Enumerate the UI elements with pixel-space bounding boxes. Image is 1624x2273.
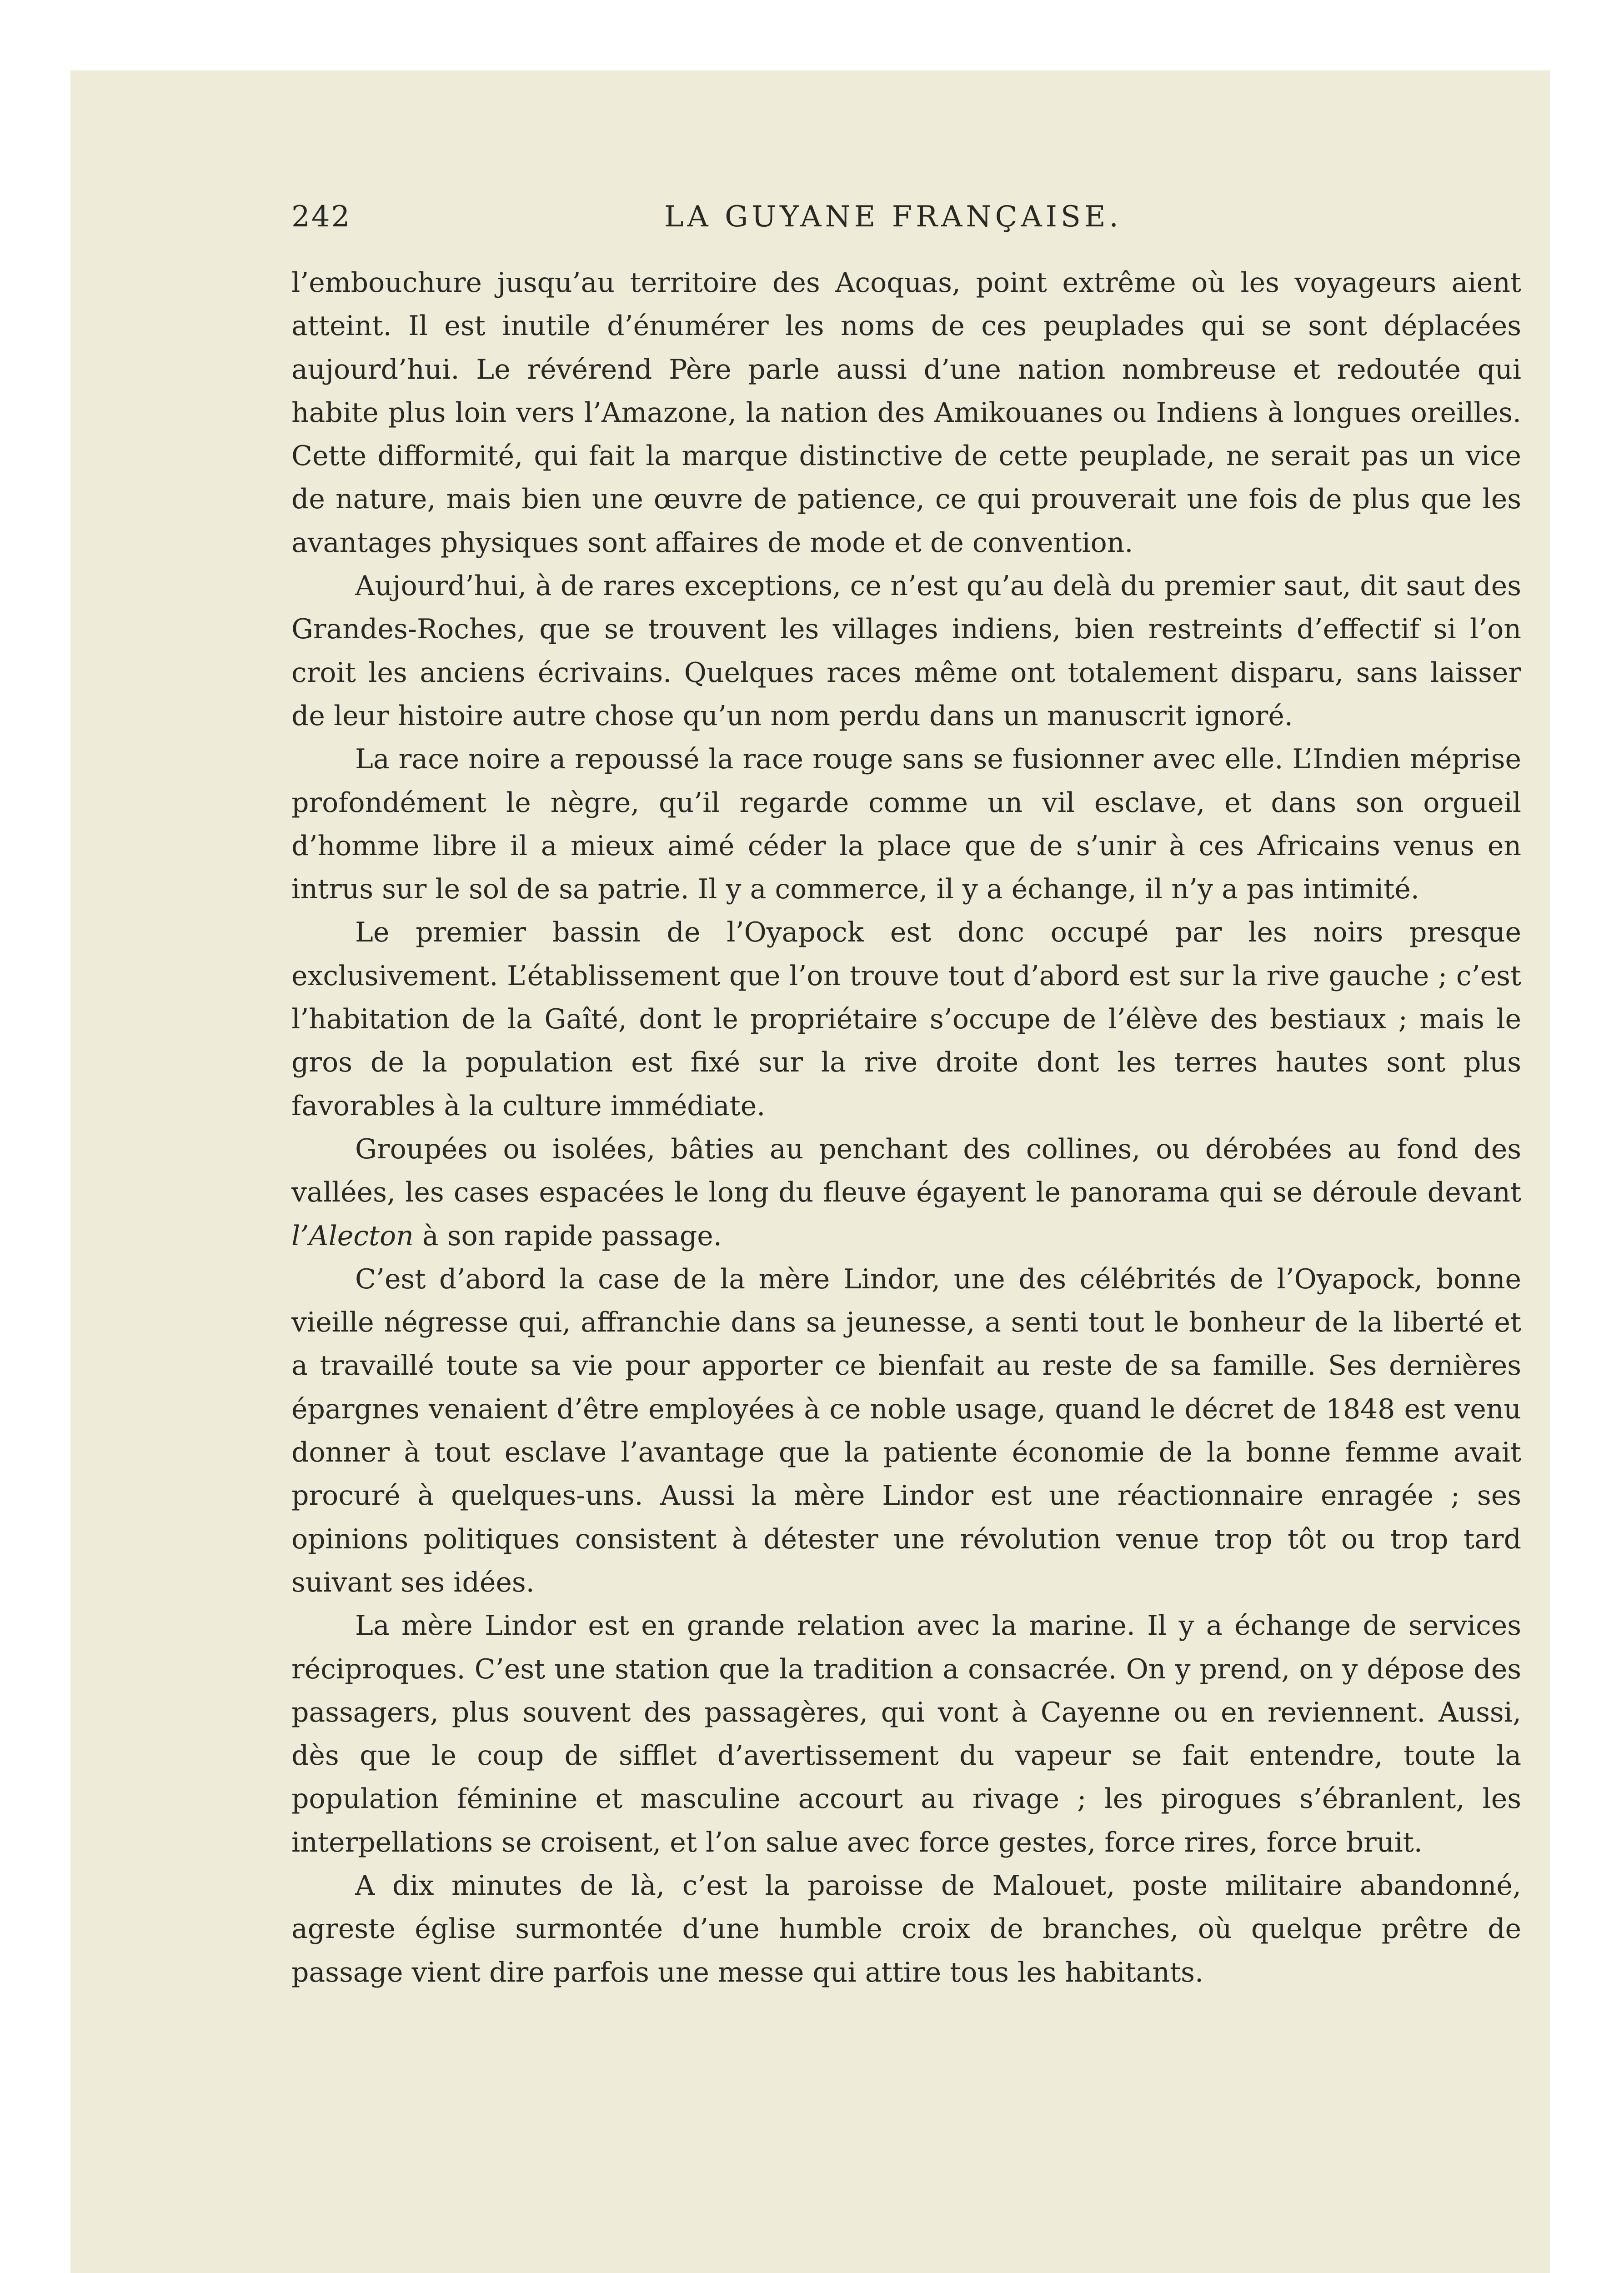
paragraph: A dix minutes de là, c’est la paroisse de Malouet, poste militaire abandonné, agreste église surmontée d’une humble croix de branches, où quelque prêtre de passage vient dire parfois une messe qui attire tous les habitants. bbox=[291, 1869, 1521, 1988]
paragraph: Le premier bassin de l’Oyapock est donc occupé par les noirs presque exclusivement. L’établissement que l’on trouve tout d’abord est sur la rive gauche ; c’est l’habitation de la Gaîté, dont le propriétaire s’occupe de l’élève des bestiaux ; mais le gros de la population est fixé sur la rive droite dont les terres hautes sont plus favorables à la culture immédiate. bbox=[291, 916, 1521, 1122]
paragraph: La mère Lindor est en grande relation avec la marine. Il y a échange de services réciproques. C’est une station que la tradition a consacrée. On y prend, on y dépose des passagers, plus souvent des passagères, qui vont à Cayenne ou en reviennent. Aussi, dès que le coup de sifflet d’avertissement du vapeur se fait entendre, toute la population féminine et masculine accourt au rivage ; les pirogues s’ébranlent, les interpellations se croisent, et l’on salue avec force gestes, force rires, force bruit. bbox=[291, 1610, 1521, 1858]
book-page bbox=[70, 70, 1550, 2273]
paragraph-text: à son rapide passage. bbox=[413, 1220, 722, 1252]
page-number: 242 bbox=[291, 200, 351, 234]
paragraph: l’embouchure jusqu’au territoire des Acoquas, point extrême où les voyageurs aient atteint. Il est inutile d’énumérer les noms de ces peuplades qui se sont déplacées aujourd’hui. Le révérend Père parle aussi d’une nation nombreuse et redoutée qui habite plus loin vers l’Amazone, la nation des Amikouanes ou Indiens à longues oreilles. Cette difformité, qui fait la marque distinctive de cette peuplade, ne serait pas un vice de nature, mais bien une œuvre de patience, ce qui prouverait une fois de plus que les avantages physiques sont affaires de mode et de convention. bbox=[291, 267, 1521, 559]
body-text bbox=[291, 261, 1521, 1994]
paragraph: La race noire a repoussé la race rouge sans se fusionner avec elle. L’Indien méprise profondément le nègre, qu’il regarde comme un vil esclave, et dans son orgueil d’homme libre il a mieux aimé céder la place que de s’unir à ces Africains venus en intrus sur le sol de sa patrie. Il y a commerce, il y a échange, il n’y a pas intimité. bbox=[291, 743, 1521, 906]
running-title: LA GUYANE FRANÇAISE. bbox=[664, 200, 1122, 234]
paragraph-text: Groupées ou isolées, bâties au penchant des collines, ou dérobées au fond des vallées, les cases espacées le long du fleuve égayent le panorama qui se déroule devant bbox=[291, 1133, 1521, 1209]
paragraph bbox=[291, 1128, 1521, 1258]
paragraph: Aujourd’hui, à de rares exceptions, ce n’est qu’au delà du premier saut, dit saut des Grandes-Roches, que se trouvent les villages indiens, bien restreints d’effectif si l’on croit les anciens écrivains. Quelques races même ont totalement disparu, sans laisser de leur histoire autre chose qu’un nom perdu dans un manuscrit ignoré. bbox=[291, 570, 1521, 732]
ship-name: l’Alecton bbox=[291, 1220, 414, 1252]
page-header bbox=[291, 200, 1521, 255]
paragraph: C’est d’abord la case de la mère Lindor, une des célébrités de l’Oyapock, bonne vieille négresse qui, affranchie dans sa jeunesse, a senti tout le bonheur de la liberté et a travaillé toute sa vie pour apporter ce bienfait au reste de sa famille. Ses dernières épargnes venaient d’être employées à ce noble usage, quand le décret de 1848 est venu donner à tout esclave l’avantage que la patiente économie de la bonne femme avait procuré à quelques-uns. Aussi la mère Lindor est une réactionnaire enragée ; ses opinions politiques consistent à détester une révolution venue trop tôt ou trop tard suivant ses idées. bbox=[291, 1263, 1521, 1598]
